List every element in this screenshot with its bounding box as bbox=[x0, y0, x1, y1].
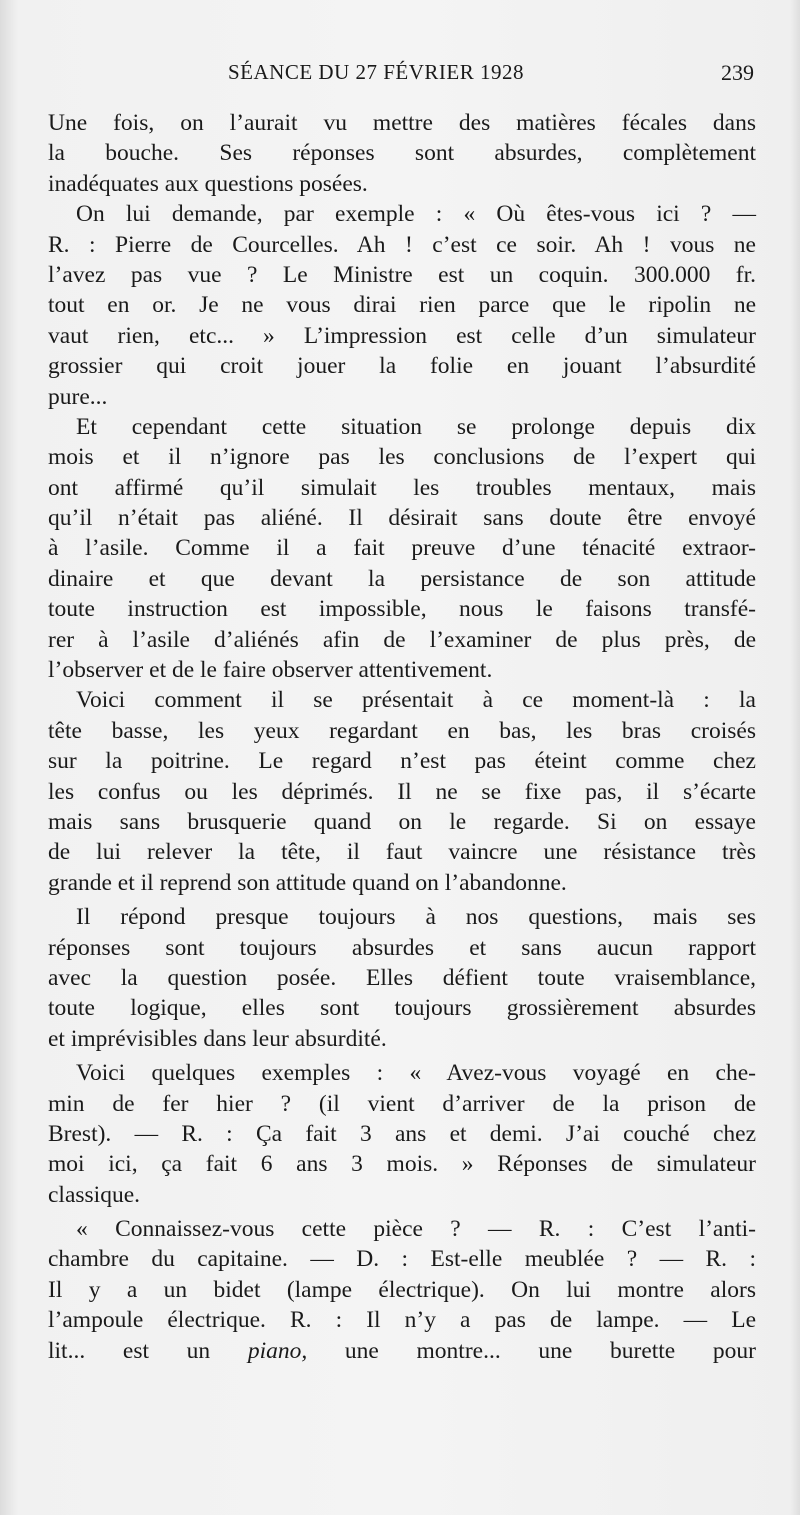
text-line: les confus ou les déprimés. Il ne se fixe pas, il s’écarte bbox=[48, 778, 756, 805]
page-header bbox=[48, 60, 756, 90]
text-line: et imprévisibles dans leur absurdité. bbox=[48, 1025, 387, 1052]
text-line: classique. bbox=[48, 1181, 141, 1208]
text-line: tête basse, les yeux regardant en bas, les bras croisés bbox=[48, 717, 756, 744]
text-line: On lui demande, par exemple : « Où êtes-vous ici ? — bbox=[76, 201, 756, 228]
page-number: 239 bbox=[721, 60, 754, 85]
text-line: Et cependant cette situation se prolonge depuis dix bbox=[76, 413, 756, 440]
text-line: mais sans brusquerie quand on le regarde. Si on essaye bbox=[48, 808, 756, 835]
text-line: tout en or. Je ne vous dirai rien parce que le ripolin ne bbox=[48, 292, 756, 319]
text-line: inadéquates aux questions posées. bbox=[48, 170, 368, 197]
text-line: Il y a un bidet (lampe électrique). On lui montre alors bbox=[48, 1276, 756, 1303]
text-line: Il répond presque toujours à nos questions, mais ses bbox=[76, 904, 756, 931]
text-line: l’avez pas vue ? Le Ministre est un coquin. 300.000 fr. bbox=[48, 261, 756, 288]
text-line: Brest). — R. : Ça fait 3 ans et demi. J’ai couché chez bbox=[48, 1120, 756, 1147]
text-line: « Connaissez-vous cette pièce ? — R. : C’est l’anti- bbox=[76, 1216, 756, 1243]
text-line: de lui relever la tête, il faut vaincre une résistance très bbox=[48, 839, 756, 866]
text-line: min de fer hier ? (il vient d’arriver de la prison de bbox=[48, 1090, 756, 1117]
text-line: Voici comment il se présentait à ce moment-là : la bbox=[76, 687, 756, 714]
text-line: grande et il reprend son attitude quand on l’abandonne. bbox=[48, 869, 567, 896]
text-line: réponses sont toujours absurdes et sans aucun rapport bbox=[48, 934, 756, 961]
text-line: mois et il n’ignore pas les conclusions de l’expert qui bbox=[48, 444, 756, 471]
running-head: SÉANCE DU 27 FÉVRIER 1928 bbox=[228, 60, 525, 84]
text-line-last bbox=[48, 1336, 756, 1366]
text-line: R. : Pierre de Courcelles. Ah ! c’est ce soir. Ah ! vous ne bbox=[48, 231, 756, 258]
text-line: chambre du capitaine. — D. : Est-elle meublée ? — R. : bbox=[48, 1246, 756, 1273]
text-line: pure... bbox=[48, 383, 108, 410]
text-line: grossier qui croit jouer la folie en jouant l’absurdité bbox=[48, 353, 756, 380]
text-line: à l’asile. Comme il a fait preuve d’une ténacité extraor- bbox=[48, 535, 756, 562]
text-line: dinaire et que devant la persistance de son attitude bbox=[48, 565, 756, 592]
text-line: la bouche. Ses réponses sont absurdes, complètement bbox=[48, 140, 756, 167]
text-line: toute instruction est impossible, nous le faisons transfé- bbox=[48, 596, 756, 623]
text-fragment: lit... est un bbox=[48, 1337, 248, 1364]
text-line: ont affirmé qu’il simulait les troubles mentaux, mais bbox=[48, 474, 756, 501]
text-line: sur la poitrine. Le regard n’est pas éteint comme chez bbox=[48, 748, 756, 775]
italic-word: piano, bbox=[247, 1337, 308, 1364]
text-line: rer à l’asile d’aliénés afin de l’examiner de plus près, de bbox=[48, 626, 756, 653]
text-fragment: une montre... une burette pour bbox=[307, 1337, 756, 1364]
text-line: l’observer et de le faire observer attentivement. bbox=[48, 657, 493, 684]
text-line: Une fois, on l’aurait vu mettre des matières fécales dans bbox=[48, 110, 756, 136]
text-line: vaut rien, etc... » L’impression est celle d’un simulateur bbox=[48, 322, 756, 349]
text-line: avec la question posée. Elles défient toute vraisemblance, bbox=[48, 964, 756, 991]
text-line: moi ici, ça fait 6 ans 3 mois. » Réponses de simulateur bbox=[48, 1151, 756, 1178]
text-line: Voici quelques exemples : « Avez-vous voyagé en che- bbox=[76, 1060, 756, 1087]
text-line: toute logique, elles sont toujours grossièrement absurdes bbox=[48, 995, 756, 1022]
text-line: qu’il n’était pas aliéné. Il désirait sans doute être envoyé bbox=[48, 505, 756, 532]
body-text bbox=[48, 108, 756, 1366]
text-line: l’ampoule électrique. R. : Il n’y a pas de lampe. — Le bbox=[48, 1307, 756, 1334]
